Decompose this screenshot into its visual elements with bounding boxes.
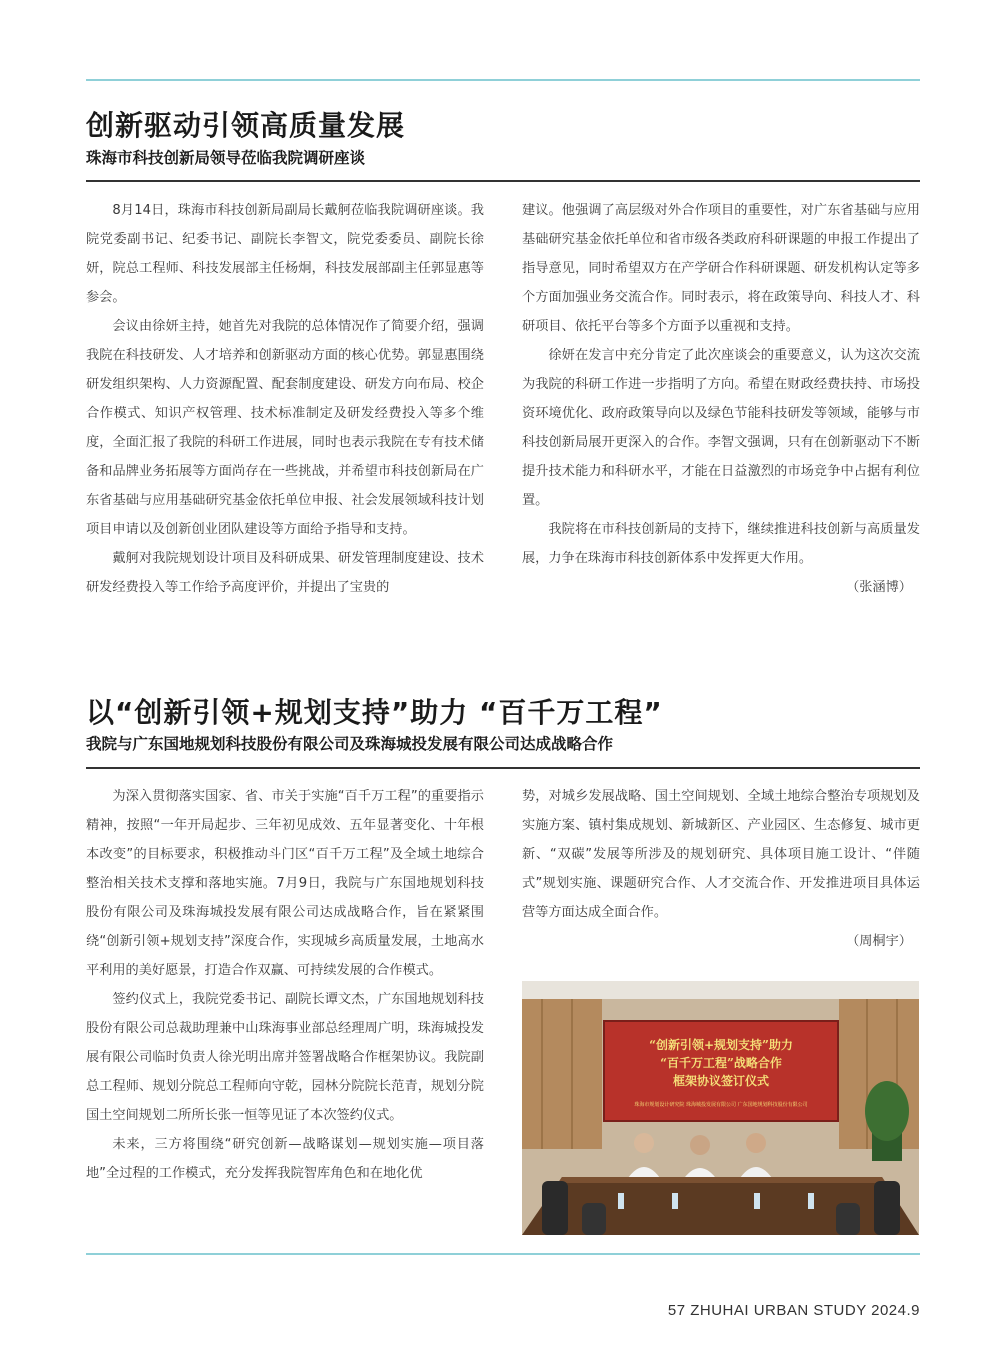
screen-line-3: 框架协议签订仪式 xyxy=(672,1074,770,1088)
screen-line-1: “创新引领+规划支持”助力 xyxy=(649,1038,793,1052)
paragraph: 8月14日，珠海市科技创新局副局长戴舸莅临我院调研座谈。我院党委副书记、纪委书记、副院长李智文，院党委委员、副院长徐妍，院总工程师、科技发展部主任杨炯，科技发展部副主任郭显惠等参会。 xyxy=(86,203,484,305)
article2-left-column xyxy=(86,782,484,1188)
article1-left-column xyxy=(86,196,484,602)
article2-subtitle: 我院与广东国地规划科技股份有限公司及珠海城投发展有限公司达成战略合作 xyxy=(86,735,614,753)
page-footer: 57 ZHUHAI URBAN STUDY 2024.9 xyxy=(667,1302,920,1319)
screen-orgs: 珠海市规划设计研究院 珠海城投发展有限公司 广东国地规划科技股份有限公司 xyxy=(634,1102,808,1108)
paragraph: 签约仪式上，我院党委书记、副院长谭文杰，广东国地规划科技股份有限公司总裁助理兼中山珠海事业部总经理周广明，珠海城投发展有限公司临时负责人徐光明出席并签署战略合作框架协议。我院副总工程师、规划分院总工程师向守乾，园林分院院长范青，规划分院国土空间规划二所所长张一恒等见证了本次签约仪式。 xyxy=(86,992,484,1123)
article2-byline: （周桐宇） xyxy=(846,934,912,949)
paragraph: 建议。他强调了高层级对外合作项目的重要性，对广东省基础与应用基础研究基金依托单位和省市级各类政府科研课题的申报工作提出了指导意见，同时希望双方在产学研合作科研课题、研发机构认定等多个方面加强业务交流合作。同时表示，将在政策导向、科技人才、科研项目、依托平台等多个方面予以重视和支持。 xyxy=(522,203,920,334)
article1-title-rule xyxy=(86,180,920,182)
article2-right-column xyxy=(522,782,920,956)
article1-subtitle: 珠海市科技创新局领导莅临我院调研座谈 xyxy=(86,149,366,167)
article2-title-rule xyxy=(86,767,920,769)
screen-line-2: “百千万工程”战略合作 xyxy=(660,1056,782,1070)
paragraph: 会议由徐妍主持，她首先对我院的总体情况作了简要介绍，强调我院在科技研发、人才培养和创新驱动方面的核心优势。郭显惠围绕研发组织架构、人力资源配置、配套制度建设、研发方向布局、校企合作模式、知识产权管理、技术标准制定及研发经费投入等多个维度，全面汇报了我院的科研工作进展，同时也表示我院在专有技术储备和品牌业务拓展等方面尚存在一些挑战，并希望市科技创新局在广东省基础与应用基础研究基金依托单位申报、社会发展领域科技计划项目申请以及创新创业团队建设等方面给予指导和支持。 xyxy=(86,319,484,537)
signing-ceremony-illustration xyxy=(522,981,919,1235)
paragraph: 我院将在市科技创新局的支持下，继续推进科技创新与高质量发展，力争在珠海市科技创新体系中发挥更大作用。 xyxy=(522,522,920,566)
article1-byline: （张涵博） xyxy=(846,580,912,595)
paragraph: 戴舸对我院规划设计项目及科研成果、研发管理制度建设、技术研发经费投入等工作给予高度评价，并提出了宝贵的 xyxy=(86,551,484,595)
article2-title: 以“创新引领+规划支持”助力 “百千万工程” xyxy=(86,696,663,729)
bottom-divider xyxy=(86,1253,920,1255)
paragraph: 徐妍在发言中充分肯定了此次座谈会的重要意义，认为这次交流为我院的科研工作进一步指明了方向。希望在财政经费扶持、市场投资环境优化、政府政策导向以及绿色节能科技研发等领域，能够与市科技创新局展开更深入的合作。李智文强调，只有在创新驱动下不断提升技术能力和科研水平，才能在日益激烈的市场竞争中占据有利位置。 xyxy=(522,348,920,508)
paragraph: 势，对城乡发展战略、国土空间规划、全域土地综合整治专项规划及实施方案、镇村集成规划、新城新区、产业园区、生态修复、城市更新、“双碳”发展等所涉及的规划研究、具体项目施工设计、“伴随式”规划实施、课题研究合作、人才交流合作、开发推进项目具体运营等方面达成全面合作。 xyxy=(522,789,920,920)
article1-title: 创新驱动引领高质量发展 xyxy=(86,109,406,142)
signing-ceremony-photo xyxy=(522,981,919,1235)
article1-right-column xyxy=(522,196,920,602)
paragraph: 未来，三方将围绕“研究创新—战略谋划—规划实施—项目落地”全过程的工作模式，充分发挥我院智库角色和在地化优 xyxy=(86,1137,484,1181)
top-divider xyxy=(86,79,920,81)
paragraph: 为深入贯彻落实国家、省、市关于实施“百千万工程”的重要指示精神，按照“一年开局起步、三年初见成效、五年显著变化、十年根本改变”的目标要求，积极推动斗门区“百千万工程”及全域土地综合整治相关技术支撑和落地实施。7月9日，我院与广东国地规划科技股份有限公司及珠海城投发展有限公司达成战略合作，旨在紧紧围绕“创新引领+规划支持”深度合作，实现城乡高质量发展，土地高水平利用的美好愿景，打造合作双赢、可持续发展的合作模式。 xyxy=(86,789,484,978)
